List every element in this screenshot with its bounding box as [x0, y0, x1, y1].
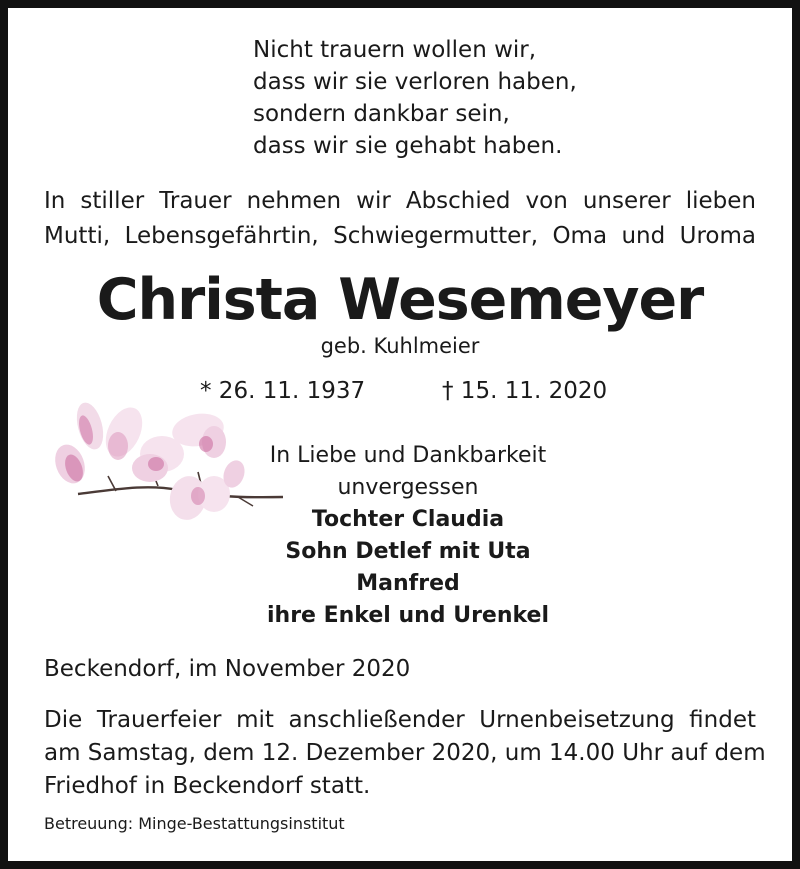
- funeral-info: [44, 704, 766, 803]
- mourner-name: ihre Enkel und Urenkel: [266, 603, 549, 628]
- mourner-name: Tochter Claudia: [311, 507, 505, 532]
- funeral-line: Friedhof in Beckendorf statt.: [44, 773, 371, 799]
- mourner-name: Manfred: [356, 571, 460, 596]
- poem: [253, 34, 577, 162]
- poem-line: dass wir sie gehabt haben.: [253, 133, 563, 159]
- deceased-name: Christa Wesemeyer: [96, 267, 704, 333]
- place-date: Beckendorf, im November 2020: [44, 656, 411, 682]
- intro-text: [44, 184, 756, 254]
- mourners-block: [228, 440, 588, 632]
- service-credit: Betreuung: Minge-Bestattungsinstitut: [44, 814, 345, 833]
- poem-line: Nicht trauern wollen wir,: [253, 37, 537, 63]
- intro-line: In stiller Trauer nehmen wir Abschied von unserer lieben: [44, 188, 756, 214]
- birth-date: * 26. 11. 1937: [200, 378, 366, 404]
- death-date: † 15. 11. 2020: [442, 378, 608, 404]
- poem-line: sondern dankbar sein,: [253, 101, 510, 127]
- intro-line: Mutti, Lebensgefährtin, Schwiegermutter, Oma und Uroma: [44, 223, 756, 249]
- funeral-line: Die Trauerfeier mit anschließender Urnenbeisetzung findet: [44, 707, 756, 733]
- poem-line: dass wir sie verloren haben,: [253, 69, 577, 95]
- maiden-name: geb. Kuhlmeier: [320, 334, 480, 358]
- mourner-name: Sohn Detlef mit Uta: [285, 539, 531, 564]
- mourners-line: unvergessen: [337, 475, 479, 500]
- mourners-line: In Liebe und Dankbarkeit: [269, 443, 547, 468]
- funeral-line: am Samstag, dem 12. Dezember 2020, um 14.00 Uhr auf dem: [44, 740, 766, 766]
